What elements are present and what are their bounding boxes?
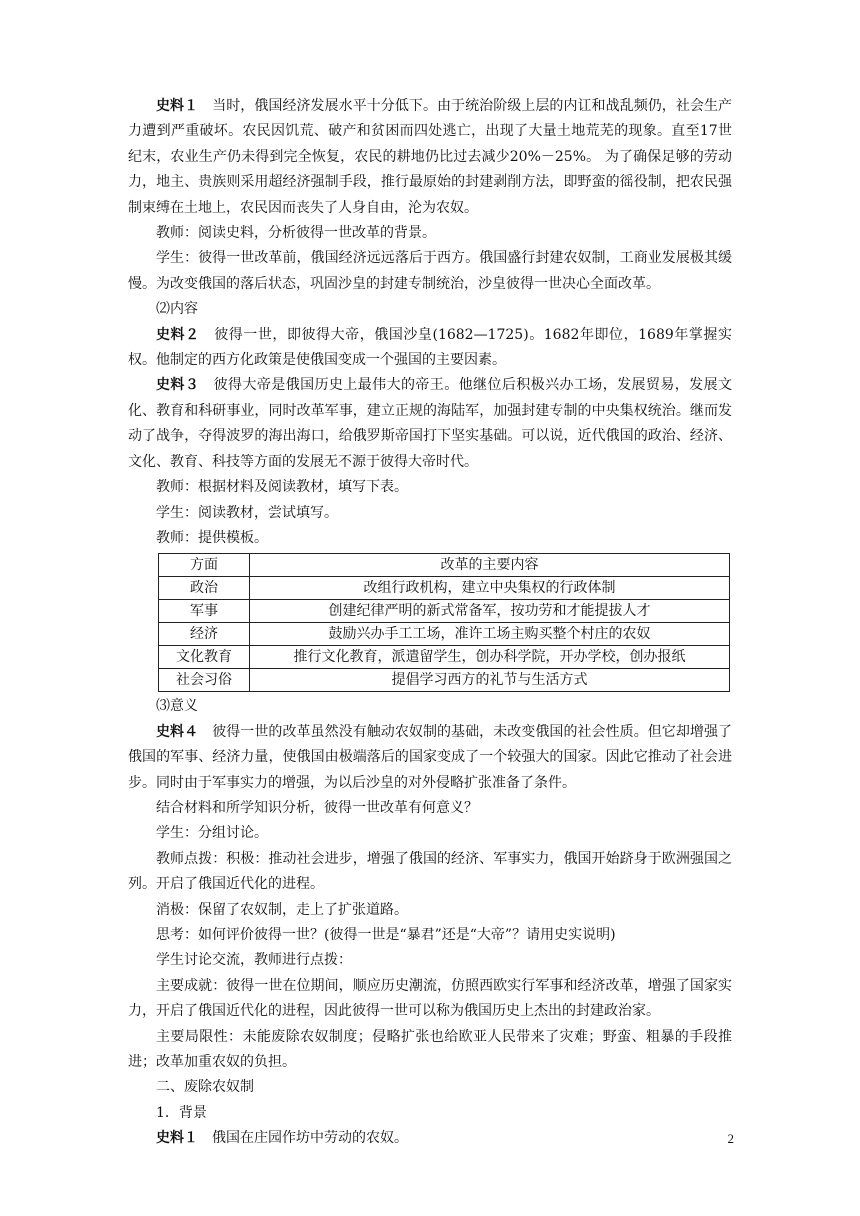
source-text: 彼得大帝是俄国历史上最伟大的帝王。他继位后积极兴办工场，发展贸易，发展文化、教育和科研事业，同时改革军事，建立正规的海陆军，加强封建专制的中央集权统治。继而发动了战争，夺得波罗的海出海口，给俄罗斯帝国打下坚实基础。可以说，近代俄国的政治、经济、文化、教育、科技等方面的发展无不源于彼得大帝时代。 <box>128 377 733 470</box>
teacher-guidance: 教师点拨：积极：推动社会进步，增强了俄国的经济、军事实力，俄国开始跻身于欧洲强国之列。开启了俄国近代化的进程。 <box>128 850 732 893</box>
table-cell-aspect: 文化教育 <box>159 646 250 669</box>
table-cell-aspect: 政治 <box>159 577 250 600</box>
analysis-question: 结合材料和所学知识分析，彼得一世改革有何意义？ <box>156 799 478 816</box>
table-header-row <box>159 554 730 577</box>
teacher-template-note: 教师：提供模板。 <box>156 529 268 546</box>
source-text: 彼得一世，即彼得大帝，俄国沙皇(1682—1725)。1682年即位，1689年掌握实权。他制定的西方化政策是使俄国变成一个强国的主要因素。 <box>128 326 732 369</box>
source-3-paragraph <box>128 373 732 475</box>
table-header-cell: 改革的主要内容 <box>250 554 730 577</box>
discussion-note: 学生讨论交流，教师进行点拨： <box>156 952 352 969</box>
table-cell-content: 提倡学习西方的礼节与生活方式 <box>250 669 730 692</box>
table-cell-content: 推行文化教育，派遣留学生，创办科学院，开办学校，创办报纸 <box>250 646 730 669</box>
table-header-cell: 方面 <box>159 554 250 577</box>
source-label: 史料１ <box>156 98 199 114</box>
reform-content-table <box>158 553 730 692</box>
section-heading-significance: ⑶意义 <box>156 698 198 715</box>
source-1-paragraph <box>128 94 732 221</box>
main-limitations: 主要局限性：未能废除农奴制度；侵略扩张也给欧亚人民带来了灾难；野蛮、粗暴的手段推进；改革加重农奴的负担。 <box>128 1028 732 1070</box>
teacher-prompt: 教师：阅读史料，分析彼得一世改革的背景。 <box>156 225 436 242</box>
source-label: 史料１ <box>156 1130 198 1147</box>
section-heading-content: ⑵内容 <box>156 301 198 318</box>
source-2-paragraph <box>128 323 732 374</box>
table-row <box>159 623 730 646</box>
student-activity: 学生：分组讨论。 <box>156 825 268 842</box>
subsection-heading-background: 1．背景 <box>156 1104 207 1121</box>
main-achievements: 主要成就：彼得一世在位期间，顺应历史潮流，仿照西欧实行军事和经济改革，增强了国家实力，开启了俄国近代化的进程，因此彼得一世可以称为俄国历史上杰出的封建政治家。 <box>128 977 732 1020</box>
reflection-question: 思考：如何评价彼得一世？(彼得一世是“暴君”还是“大帝”？请用史实说明) <box>156 926 616 943</box>
source-text: 俄国在庄园作坊中劳动的农奴。 <box>212 1130 408 1147</box>
table-cell-aspect: 军事 <box>159 600 250 623</box>
table-cell-content: 鼓励兴办手工工场，准许工场主购买整个村庄的农奴 <box>250 623 730 646</box>
negative-aspects: 消极：保留了农奴制，走上了扩张道路。 <box>156 901 408 918</box>
table-row <box>159 577 730 600</box>
table-row <box>159 669 730 692</box>
source-text: 当时，俄国经济发展水平十分低下。由于统治阶级上层的内讧和战乱频仍，社会生产力遭到严重破坏。农民因饥荒、破产和贫困而四处逃亡，出现了大量土地荒芜的现象。直至17世纪末，农业生产仍未得到完全恢复，农民的耕地仍比过去减少20%－25%。 为了确保足够的劳动力，地主、贵族则采用超经济强制手段，推行最原始的封建剥削方法，即野蛮的徭役制，把农民强制束缚在土地上，农民因而丧失了人身自由，沦为农奴。 <box>128 98 733 216</box>
source-4-paragraph <box>128 720 732 796</box>
source-label: 史料４ <box>156 723 199 740</box>
teacher-instruction: 教师：根据材料及阅读教材，填写下表。 <box>156 479 408 496</box>
page-number: 2 <box>727 1131 734 1146</box>
student-answer: 学生：彼得一世改革前，俄国经济远远落后于西方。俄国盛行封建农奴制，工商业发展极其缓慢。为改变俄国的落后状态，巩固沙皇的封建专制统治，沙皇彼得一世决心全面改革。 <box>128 250 732 292</box>
table-row <box>159 600 730 623</box>
table-row <box>159 646 730 669</box>
document-body <box>128 94 732 1152</box>
section-heading-abolish-serfdom: 二、废除农奴制 <box>156 1079 254 1096</box>
source-1b-paragraph <box>128 1126 732 1151</box>
table-cell-aspect: 社会习俗 <box>159 669 250 692</box>
source-text: 彼得一世的改革虽然没有触动农奴制的基础，未改变俄国的社会性质。但它却增强了俄国的军事、经济力量，使俄国由极端落后的国家变成了一个较强大的国家。因此它推动了社会进步。同时由于军事实力的增强，为以后沙皇的对外侵略扩张准备了条件。 <box>128 723 733 791</box>
student-response: 学生：阅读教材，尝试填写。 <box>156 504 338 521</box>
table-cell-content: 创建纪律严明的新式常备军，按功劳和才能提拔人才 <box>250 600 730 623</box>
table-cell-aspect: 经济 <box>159 623 250 646</box>
table-cell-content: 改组行政机构，建立中央集权的行政体制 <box>250 577 730 600</box>
source-label: 史料３ <box>156 377 200 394</box>
source-label: 史料２ <box>156 326 200 343</box>
